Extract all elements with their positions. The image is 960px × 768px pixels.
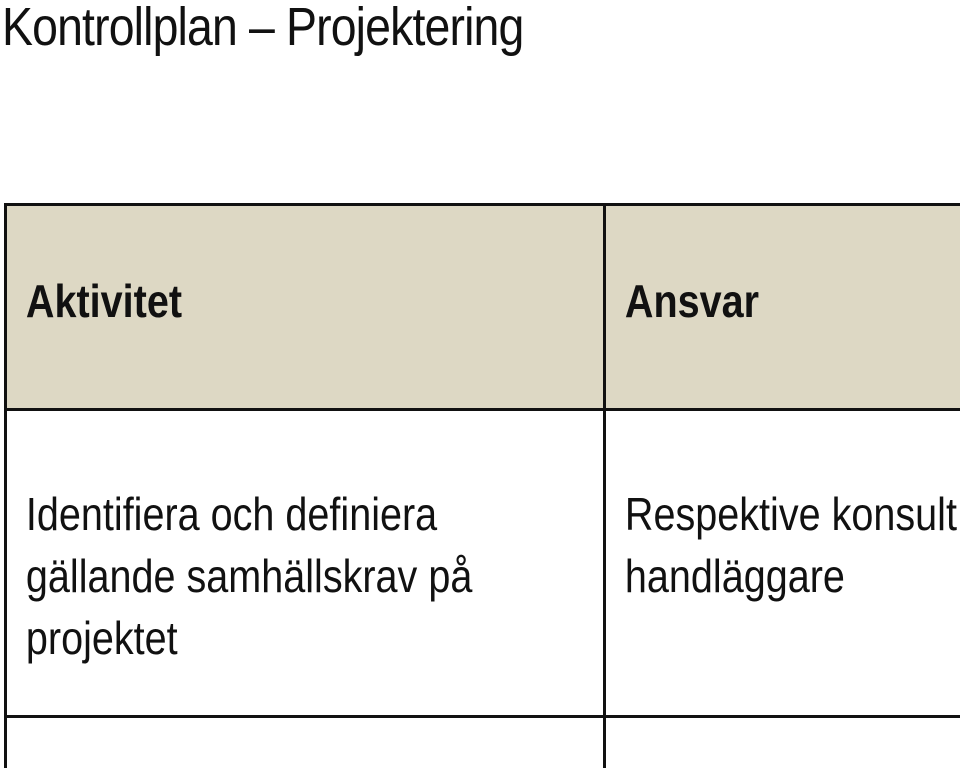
column-header-aktivitet	[6, 205, 605, 410]
control-plan-table-container	[4, 203, 960, 768]
table-cell-empty	[6, 717, 605, 768]
column-header-ansvar	[605, 205, 960, 410]
aktivitet-line: gällande samhällskrav på	[25, 550, 473, 602]
column-header-aktivitet-label: Aktivitet	[25, 275, 182, 327]
aktivitet-line: projektet	[25, 612, 178, 664]
table-row	[6, 717, 960, 768]
control-plan-table	[4, 203, 960, 768]
table-header-row	[6, 205, 960, 410]
table-cell-empty	[605, 717, 960, 768]
ansvar-text	[606, 411, 957, 607]
aktivitet-text	[7, 411, 520, 669]
ansvar-line: Respektive konsult	[624, 488, 957, 540]
page-title: Kontrollplan – Projektering	[2, 0, 524, 57]
table-cell-ansvar	[605, 410, 960, 717]
column-header-ansvar-label: Ansvar	[624, 275, 760, 327]
aktivitet-line: Identifiera och definiera	[25, 488, 438, 540]
table-cell-aktivitet	[6, 410, 605, 717]
table-row	[6, 410, 960, 717]
ansvar-line: handläggare	[624, 550, 845, 602]
